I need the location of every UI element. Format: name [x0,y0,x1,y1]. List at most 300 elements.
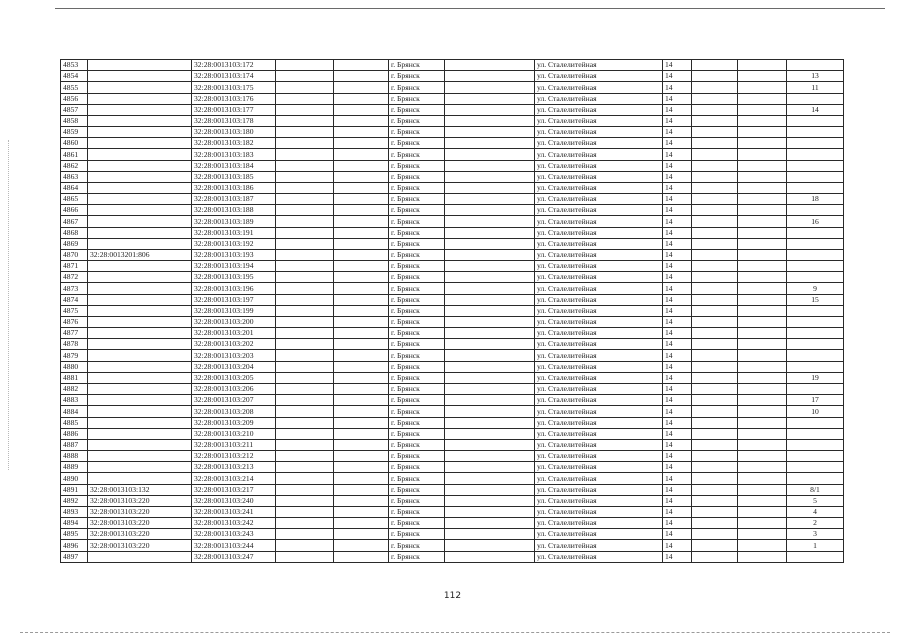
cell-empty-col-a [276,518,334,529]
cell-apartment-number [787,238,844,249]
cell-empty-col-a [276,93,334,104]
cell-parent-cadastral-number [88,127,192,138]
cell-parent-cadastral-number: 32:28:0013103:220 [88,540,192,551]
cell-empty-col-c [445,417,535,428]
cell-row-number: 4887 [61,439,88,450]
cell-row-number: 4875 [61,305,88,316]
cell-empty-col-e [738,518,787,529]
cell-city: г. Брянск [389,171,445,182]
cell-empty-col-d [692,194,738,205]
cell-city: г. Брянск [389,305,445,316]
cell-apartment-number: 9 [787,283,844,294]
cell-city: г. Брянск [389,406,445,417]
cell-row-number: 4858 [61,115,88,126]
cell-house-number: 14 [663,473,692,484]
cell-house-number: 14 [663,71,692,82]
cell-empty-col-c [445,171,535,182]
cell-house-number: 14 [663,93,692,104]
cell-empty-col-c [445,350,535,361]
cell-empty-col-c [445,60,535,71]
cell-street: ул. Сталелитейная [535,60,663,71]
cell-city: г. Брянск [389,182,445,193]
cell-empty-col-c [445,138,535,149]
cell-city: г. Брянск [389,261,445,272]
cell-empty-col-c [445,115,535,126]
cell-empty-col-d [692,518,738,529]
cell-cadastral-number: 32:28:0013103:211 [192,439,276,450]
cell-street: ул. Сталелитейная [535,227,663,238]
cell-cadastral-number: 32:28:0013103:197 [192,294,276,305]
cell-house-number: 14 [663,272,692,283]
cell-house-number: 14 [663,484,692,495]
cell-parent-cadastral-number: 32:28:0013103:220 [88,495,192,506]
cell-empty-col-b [334,82,389,93]
cell-row-number: 4874 [61,294,88,305]
cell-empty-col-a [276,316,334,327]
cell-row-number: 4863 [61,171,88,182]
cell-parent-cadastral-number [88,395,192,406]
cell-cadastral-number: 32:28:0013103:180 [192,127,276,138]
cell-city: г. Брянск [389,518,445,529]
cell-city: г. Брянск [389,249,445,260]
cell-parent-cadastral-number [88,328,192,339]
cell-empty-col-d [692,127,738,138]
cell-street: ул. Сталелитейная [535,328,663,339]
cell-empty-col-d [692,406,738,417]
cell-empty-col-b [334,518,389,529]
cell-empty-col-b [334,182,389,193]
table-row [61,328,844,339]
cell-house-number: 14 [663,283,692,294]
cell-empty-col-e [738,93,787,104]
cell-parent-cadastral-number [88,305,192,316]
cell-parent-cadastral-number [88,238,192,249]
cell-empty-col-b [334,283,389,294]
cell-cadastral-number: 32:28:0013103:206 [192,383,276,394]
cell-cadastral-number: 32:28:0013103:195 [192,272,276,283]
cell-cadastral-number: 32:28:0013103:187 [192,194,276,205]
cell-parent-cadastral-number: 32:28:0013201:806 [88,249,192,260]
cell-empty-col-c [445,372,535,383]
cell-parent-cadastral-number [88,462,192,473]
cell-street: ул. Сталелитейная [535,93,663,104]
cell-apartment-number: 14 [787,104,844,115]
cell-empty-col-a [276,115,334,126]
cell-row-number: 4857 [61,104,88,115]
cell-empty-col-d [692,294,738,305]
cell-empty-col-d [692,93,738,104]
cell-parent-cadastral-number [88,316,192,327]
cell-empty-col-c [445,428,535,439]
cell-apartment-number: 8/1 [787,484,844,495]
cell-empty-col-c [445,82,535,93]
cell-cadastral-number: 32:28:0013103:243 [192,529,276,540]
cell-empty-col-d [692,383,738,394]
cell-empty-col-a [276,551,334,562]
cell-empty-col-b [334,71,389,82]
cell-cadastral-number: 32:28:0013103:202 [192,339,276,350]
cell-cadastral-number: 32:28:0013103:176 [192,93,276,104]
cell-empty-col-e [738,305,787,316]
cell-house-number: 14 [663,328,692,339]
cell-empty-col-b [334,372,389,383]
cell-parent-cadastral-number [88,439,192,450]
cell-empty-col-e [738,395,787,406]
cell-row-number: 4877 [61,328,88,339]
cell-empty-col-d [692,249,738,260]
cell-street: ул. Сталелитейная [535,115,663,126]
cell-empty-col-b [334,428,389,439]
cell-empty-col-a [276,372,334,383]
cell-empty-col-a [276,261,334,272]
cell-empty-col-a [276,82,334,93]
cell-city: г. Брянск [389,71,445,82]
cell-parent-cadastral-number [88,104,192,115]
cell-street: ул. Сталелитейная [535,540,663,551]
cell-empty-col-d [692,361,738,372]
cell-cadastral-number: 32:28:0013103:178 [192,115,276,126]
cell-empty-col-d [692,205,738,216]
cell-row-number: 4876 [61,316,88,327]
cell-street: ул. Сталелитейная [535,451,663,462]
cell-city: г. Брянск [389,127,445,138]
cell-empty-col-c [445,540,535,551]
cell-parent-cadastral-number [88,71,192,82]
cell-apartment-number [787,439,844,450]
cell-empty-col-b [334,115,389,126]
cell-parent-cadastral-number [88,149,192,160]
cell-house-number: 14 [663,205,692,216]
table-row [61,149,844,160]
cell-empty-col-c [445,383,535,394]
cell-empty-col-b [334,227,389,238]
cell-parent-cadastral-number: 32:28:0013103:220 [88,529,192,540]
table-row [61,473,844,484]
cell-row-number: 4886 [61,428,88,439]
cell-empty-col-a [276,104,334,115]
cell-apartment-number [787,138,844,149]
cell-row-number: 4854 [61,71,88,82]
cell-row-number: 4859 [61,127,88,138]
cell-house-number: 14 [663,339,692,350]
table-row [61,60,844,71]
cell-apartment-number: 2 [787,518,844,529]
cell-empty-col-d [692,350,738,361]
cell-empty-col-d [692,305,738,316]
cell-empty-col-c [445,495,535,506]
cell-empty-col-e [738,227,787,238]
cell-empty-col-e [738,451,787,462]
table-row [61,428,844,439]
cell-apartment-number [787,272,844,283]
cell-row-number: 4873 [61,283,88,294]
scan-border-top [55,8,885,9]
cell-empty-col-a [276,182,334,193]
cell-apartment-number: 17 [787,395,844,406]
cell-cadastral-number: 32:28:0013103:177 [192,104,276,115]
cell-street: ул. Сталелитейная [535,417,663,428]
cell-cadastral-number: 32:28:0013103:203 [192,350,276,361]
cell-city: г. Брянск [389,104,445,115]
cell-empty-col-e [738,249,787,260]
cell-parent-cadastral-number [88,138,192,149]
cell-empty-col-a [276,462,334,473]
cell-cadastral-number: 32:28:0013103:241 [192,506,276,517]
cell-parent-cadastral-number [88,160,192,171]
cell-empty-col-b [334,127,389,138]
cell-empty-col-e [738,473,787,484]
cell-empty-col-d [692,439,738,450]
cell-city: г. Брянск [389,417,445,428]
cell-empty-col-b [334,328,389,339]
cell-parent-cadastral-number [88,350,192,361]
cell-apartment-number: 15 [787,294,844,305]
table-row [61,395,844,406]
cell-empty-col-a [276,428,334,439]
cell-house-number: 14 [663,60,692,71]
cell-city: г. Брянск [389,82,445,93]
cell-empty-col-e [738,529,787,540]
cell-empty-col-c [445,216,535,227]
cell-empty-col-d [692,149,738,160]
cell-parent-cadastral-number [88,339,192,350]
table-row [61,506,844,517]
cell-empty-col-e [738,406,787,417]
cell-city: г. Брянск [389,372,445,383]
cell-apartment-number [787,182,844,193]
cell-parent-cadastral-number: 32:28:0013103:220 [88,506,192,517]
cell-cadastral-number: 32:28:0013103:201 [192,328,276,339]
cell-empty-col-c [445,305,535,316]
cell-apartment-number [787,93,844,104]
cell-empty-col-b [334,249,389,260]
cell-empty-col-e [738,316,787,327]
cell-house-number: 14 [663,171,692,182]
cell-city: г. Брянск [389,350,445,361]
cell-apartment-number: 3 [787,529,844,540]
cell-parent-cadastral-number [88,261,192,272]
cell-apartment-number [787,171,844,182]
cell-house-number: 14 [663,82,692,93]
cell-empty-col-d [692,272,738,283]
cell-empty-col-b [334,316,389,327]
cell-parent-cadastral-number: 32:28:0013103:132 [88,484,192,495]
cell-empty-col-c [445,104,535,115]
cell-parent-cadastral-number [88,551,192,562]
cell-empty-col-a [276,406,334,417]
cell-apartment-number [787,305,844,316]
cell-empty-col-b [334,238,389,249]
cell-empty-col-e [738,261,787,272]
table-row [61,495,844,506]
cell-empty-col-a [276,417,334,428]
cell-cadastral-number: 32:28:0013103:244 [192,540,276,551]
cell-apartment-number [787,551,844,562]
cell-empty-col-c [445,395,535,406]
cell-row-number: 4883 [61,395,88,406]
cell-street: ул. Сталелитейная [535,138,663,149]
cell-row-number: 4890 [61,473,88,484]
cell-empty-col-d [692,417,738,428]
cell-row-number: 4871 [61,261,88,272]
cell-row-number: 4892 [61,495,88,506]
cell-row-number: 4884 [61,406,88,417]
cell-apartment-number [787,339,844,350]
cell-house-number: 14 [663,361,692,372]
cell-apartment-number [787,451,844,462]
cell-house-number: 14 [663,439,692,450]
cell-city: г. Брянск [389,395,445,406]
table-row [61,551,844,562]
cell-empty-col-c [445,149,535,160]
cell-empty-col-c [445,462,535,473]
cell-apartment-number [787,462,844,473]
cell-cadastral-number: 32:28:0013103:204 [192,361,276,372]
cell-empty-col-e [738,205,787,216]
cell-row-number: 4860 [61,138,88,149]
cell-apartment-number: 11 [787,82,844,93]
cell-street: ул. Сталелитейная [535,272,663,283]
cell-empty-col-b [334,439,389,450]
cell-empty-col-e [738,238,787,249]
cell-empty-col-b [334,361,389,372]
table-row [61,439,844,450]
table-row [61,361,844,372]
cell-city: г. Брянск [389,451,445,462]
cell-city: г. Брянск [389,238,445,249]
cell-row-number: 4865 [61,194,88,205]
cell-empty-col-e [738,462,787,473]
cell-empty-col-a [276,127,334,138]
cell-empty-col-e [738,383,787,394]
cell-empty-col-c [445,261,535,272]
cell-street: ул. Сталелитейная [535,104,663,115]
cell-city: г. Брянск [389,272,445,283]
cell-house-number: 14 [663,529,692,540]
cell-house-number: 14 [663,372,692,383]
cell-cadastral-number: 32:28:0013103:205 [192,372,276,383]
cell-house-number: 14 [663,249,692,260]
cell-empty-col-c [445,283,535,294]
cell-cadastral-number: 32:28:0013103:247 [192,551,276,562]
cell-empty-col-d [692,115,738,126]
cell-street: ул. Сталелитейная [535,428,663,439]
cell-empty-col-e [738,551,787,562]
cell-empty-col-a [276,205,334,216]
cell-cadastral-number: 32:28:0013103:208 [192,406,276,417]
cell-house-number: 14 [663,182,692,193]
cell-empty-col-e [738,127,787,138]
cell-empty-col-b [334,350,389,361]
cell-apartment-number: 16 [787,216,844,227]
cell-empty-col-c [445,328,535,339]
cell-city: г. Брянск [389,495,445,506]
cell-empty-col-a [276,361,334,372]
cell-street: ул. Сталелитейная [535,216,663,227]
cell-apartment-number [787,328,844,339]
cell-empty-col-e [738,149,787,160]
cell-street: ул. Сталелитейная [535,194,663,205]
cell-house-number: 14 [663,104,692,115]
cell-city: г. Брянск [389,551,445,562]
cell-empty-col-b [334,205,389,216]
cell-apartment-number: 5 [787,495,844,506]
cell-empty-col-c [445,238,535,249]
cell-house-number: 14 [663,261,692,272]
cell-empty-col-e [738,60,787,71]
cell-cadastral-number: 32:28:0013103:217 [192,484,276,495]
cell-street: ул. Сталелитейная [535,395,663,406]
cell-empty-col-c [445,339,535,350]
cell-empty-col-b [334,339,389,350]
registry-table-body [61,60,844,563]
cell-apartment-number: 18 [787,194,844,205]
cell-street: ул. Сталелитейная [535,350,663,361]
cell-empty-col-a [276,529,334,540]
cell-row-number: 4882 [61,383,88,394]
cell-house-number: 14 [663,294,692,305]
cell-city: г. Брянск [389,216,445,227]
cell-city: г. Брянск [389,529,445,540]
cell-empty-col-e [738,216,787,227]
cell-street: ул. Сталелитейная [535,305,663,316]
cell-street: ул. Сталелитейная [535,71,663,82]
table-row [61,518,844,529]
cell-house-number: 14 [663,540,692,551]
cell-empty-col-c [445,529,535,540]
cell-empty-col-d [692,60,738,71]
cell-street: ул. Сталелитейная [535,182,663,193]
table-row [61,417,844,428]
cell-empty-col-d [692,328,738,339]
cell-empty-col-a [276,294,334,305]
cell-empty-col-a [276,60,334,71]
cell-street: ул. Сталелитейная [535,495,663,506]
cell-cadastral-number: 32:28:0013103:185 [192,171,276,182]
cell-row-number: 4896 [61,540,88,551]
cell-street: ул. Сталелитейная [535,249,663,260]
table-row [61,316,844,327]
cell-house-number: 14 [663,316,692,327]
cell-parent-cadastral-number [88,417,192,428]
cell-empty-col-c [445,551,535,562]
cell-empty-col-d [692,182,738,193]
cell-cadastral-number: 32:28:0013103:214 [192,473,276,484]
cell-street: ул. Сталелитейная [535,261,663,272]
cell-apartment-number: 4 [787,506,844,517]
cell-parent-cadastral-number [88,216,192,227]
cell-parent-cadastral-number [88,182,192,193]
cell-empty-col-e [738,495,787,506]
cell-empty-col-c [445,249,535,260]
cell-house-number: 14 [663,518,692,529]
table-row [61,261,844,272]
cell-empty-col-a [276,227,334,238]
cell-apartment-number [787,127,844,138]
cell-house-number: 14 [663,451,692,462]
cell-apartment-number [787,350,844,361]
cell-cadastral-number: 32:28:0013103:242 [192,518,276,529]
cell-house-number: 14 [663,495,692,506]
cell-empty-col-e [738,439,787,450]
table-row [61,462,844,473]
cell-parent-cadastral-number [88,406,192,417]
cell-house-number: 14 [663,305,692,316]
cell-empty-col-b [334,551,389,562]
cell-apartment-number [787,205,844,216]
cell-parent-cadastral-number [88,473,192,484]
cell-city: г. Брянск [389,506,445,517]
